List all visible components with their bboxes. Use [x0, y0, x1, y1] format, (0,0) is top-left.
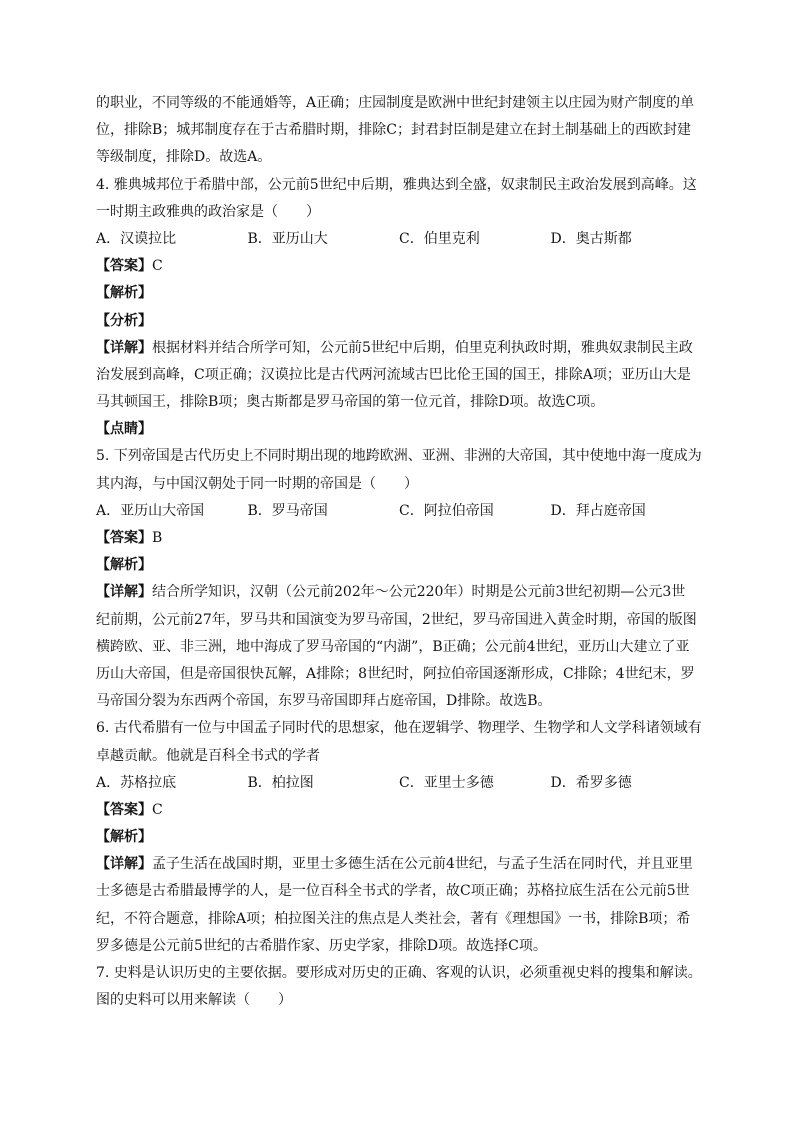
detail-line: 【详解】结合所学知识，汉朝（公元前202年～公元220年）时期是公元前3世纪初期—公元3世 [96, 584, 686, 601]
analysis-heading: 【解析】 [96, 829, 152, 846]
detail-line: 马帝国分裂为东西两个帝国，东罗马帝国即拜占庭帝国，D排除。故选B。 [96, 693, 552, 710]
option-a: A．苏格拉底 [96, 774, 177, 791]
option-c: C．亚里士多德 [399, 774, 494, 791]
text-line: 等级制度，排除D。故选A。 [96, 149, 272, 166]
option-b: B．罗马帝国 [247, 502, 328, 519]
detail-line: 【详解】根据材料并结合所学可知，公元前5世纪中后期，伯里克利执政时期，雅典奴隶制民主政 [96, 339, 693, 356]
answer-value: C [152, 801, 163, 818]
detail-line: 治发展到高峰，C项正确；汉谟拉比是古代两河流域古巴比伦王国的国王，排除A项；亚历山大是 [96, 366, 691, 383]
option-a: A．汉谟拉比 [96, 230, 177, 247]
question-stem: 4. 雅典城邦位于希腊中部，公元前5世纪中后期，雅典达到全盛，奴隶制民主政治发展到高峰。这 [96, 176, 697, 193]
answer-line [96, 525, 702, 552]
options-row [96, 770, 702, 797]
answer-line [96, 797, 702, 824]
text-line: 位，排除B；城邦制度存在于古希腊时期，排除C；封君封臣制是建立在封土制基础上的西欧封建 [96, 122, 691, 139]
answer-tag: 【答案】 [96, 530, 152, 546]
question-stem: 5. 下列帝国是古代历史上不同时期出现的地跨欧洲、亚洲、非洲的大帝国，其中使地中海一度成为 [96, 448, 702, 465]
option-d: D．拜占庭帝国 [550, 502, 646, 519]
text-line: 的职业，不同等级的不能通婚等，A正确；庄园制度是欧洲中世纪封建领主以庄园为财产制度的单 [96, 95, 695, 111]
document-page [96, 90, 702, 1014]
options-row [96, 226, 702, 253]
dianjing-heading: 【点睛】 [96, 421, 152, 438]
detail-line: 横跨欧、亚、非三洲，地中海成了罗马帝国的“内湖”，B正确；公元前4世纪，亚历山大建立了亚 [96, 638, 690, 655]
question-stem: 其内海，与中国汉朝处于同一时期的帝国是（ ） [96, 475, 418, 492]
answer-tag: 【答案】 [96, 801, 152, 818]
answer-value: C [152, 258, 163, 275]
option-c: C．伯里克利 [399, 230, 480, 247]
question-stem: 图的史料可以用来解读（ ） [96, 992, 292, 1009]
detail-line: 纪，不符合题意，排除A项；柏拉图关注的焦点是人类社会，著有《理想国》一书，排除B项；希 [96, 910, 691, 927]
detail-tag: 【详解】 [96, 856, 152, 873]
detail-tag: 【详解】 [96, 339, 152, 356]
question-stem: 7. 史料是认识历史的主要依据。要形成对历史的正确、客观的认识，必须重视史料的搜集和解读。 [96, 965, 702, 981]
detail-line: 【详解】孟子生活在战国时期，亚里士多德生活在公元前4世纪，与孟子生活在同时代，并且亚里 [96, 856, 693, 873]
analysis-heading: 【解析】 [96, 285, 152, 302]
detail-line: 罗多德是公元前5世纪的古希腊作家、历史学家，排除D项。故选择C项。 [96, 937, 547, 954]
question-stem: 卓越贡献。他就是百科全书式的学者 [96, 747, 320, 764]
detail-line: 士多德是古希腊最博学的人，是一位百科全书式的学者，故C项正确；苏格拉底生活在公元前5世 [96, 883, 690, 900]
detail-line: 马其顿国王，排除B项；奥古斯都是罗马帝国的第一位元首，排除D项。故选C项。 [96, 394, 605, 411]
fenxi-heading: 【分析】 [96, 312, 152, 329]
options-row [96, 498, 702, 525]
analysis-heading: 【解析】 [96, 557, 152, 574]
detail-tag: 【详解】 [96, 584, 152, 601]
detail-line: 纪前期，公元前27年，罗马共和国演变为罗马帝国，2世纪，罗马帝国进入黄金时期，帝国的版图 [96, 611, 697, 628]
detail-line: 历山大帝国，但是帝国很快瓦解，A排除；8世纪时，阿拉伯帝国逐渐形成，C排除；4世纪末，罗 [96, 665, 695, 682]
option-c: C．阿拉伯帝国 [399, 502, 494, 519]
option-a: A．亚历山大帝国 [96, 502, 205, 519]
option-b: B．亚历山大 [247, 230, 328, 247]
option-b: B．柏拉图 [247, 774, 314, 791]
answer-value: B [152, 530, 163, 546]
question-stem: 6. 古代希腊有一位与中国孟子同时代的思想家，他在逻辑学、物理学、生物学和人文学科诸领域有 [96, 720, 702, 737]
option-d: D．希罗多德 [550, 774, 632, 791]
answer-line [96, 253, 702, 280]
question-stem: 一时期主政雅典的政治家是（ ） [96, 203, 320, 220]
answer-tag: 【答案】 [96, 258, 152, 275]
option-d: D．奥古斯都 [550, 230, 632, 247]
